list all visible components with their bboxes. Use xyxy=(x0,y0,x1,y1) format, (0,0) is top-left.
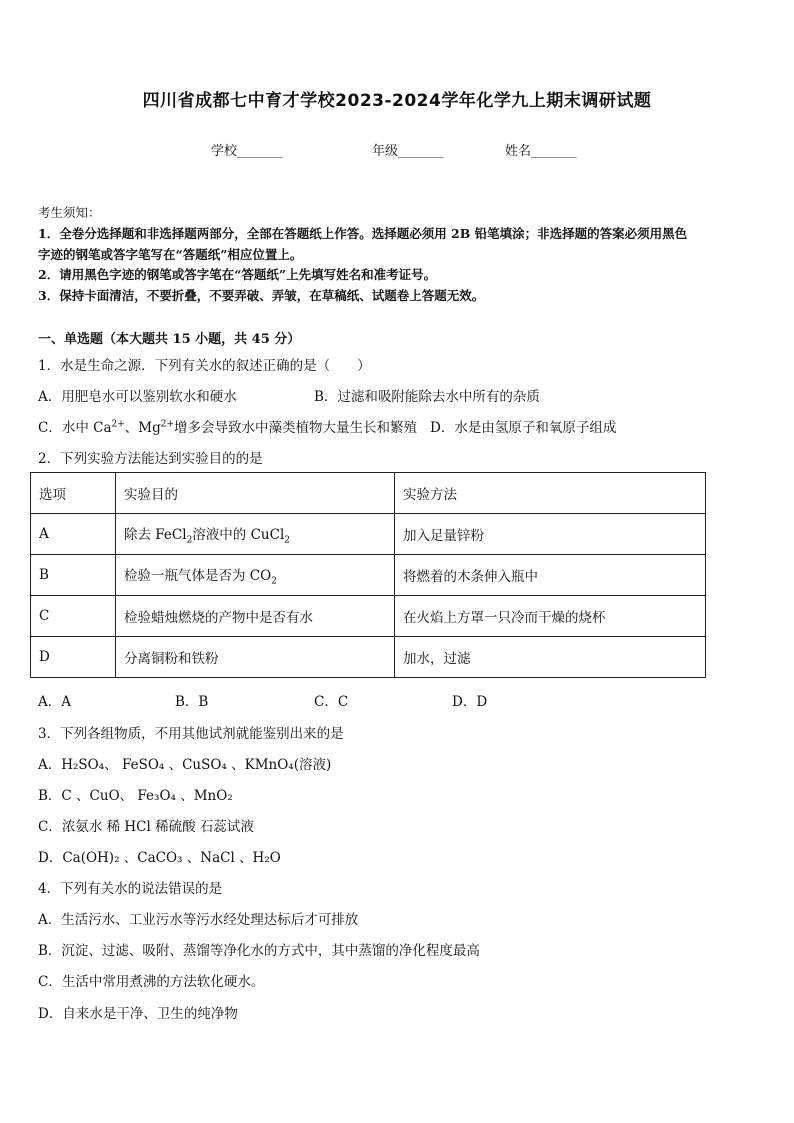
q3-stem: 3．下列各组物质，不用其他试剂就能鉴别出来的是 xyxy=(38,726,344,742)
notice-item-1: 1．全卷分选择题和非选择题两部分，全部在答题纸上作答。选择题必须用 2B 铅笔填涂；非选择题的答案必须用黑色 xyxy=(38,226,688,241)
school-field[interactable]: 学校_______ xyxy=(211,144,283,159)
row-method: 加水，过滤 xyxy=(395,637,706,678)
q1-stem: 1．水是生命之源．下列有关水的叙述正确的是（ ） xyxy=(38,358,371,374)
q4-option-b: B．沉淀、过滤、吸附、蒸馏等净化水的方式中，其中蒸馏的净化程度最高 xyxy=(38,943,480,959)
notice-heading: 考生须知： xyxy=(38,205,101,220)
q4-option-a: A．生活污水、工业污水等污水经处理达标后才可排放 xyxy=(38,912,359,928)
table-row xyxy=(31,637,706,678)
q4-stem: 4．下列有关水的说法错误的是 xyxy=(38,881,223,897)
name-field[interactable]: 姓名_______ xyxy=(505,144,577,159)
row-option: A xyxy=(31,514,116,555)
table-row xyxy=(31,555,706,596)
row-aim: 除去 FeCl$_2$溶液中的 CuCl$_2$ xyxy=(116,514,395,555)
q2-option-c: C．C xyxy=(314,694,349,710)
q2-option-b: B．B xyxy=(175,694,209,710)
table-header-row xyxy=(31,473,706,514)
row-aim: 分离铜粉和铁粉 xyxy=(116,637,395,678)
q3-option-a: A．H₂SO₄、 FeSO₄ 、CuSO₄ 、KMnO₄(溶液) xyxy=(38,757,332,773)
table-row xyxy=(31,514,706,555)
q2-table xyxy=(30,472,706,678)
grade-field[interactable]: 年级_______ xyxy=(372,144,444,159)
row-method: 在火焰上方罩一只冷而干燥的烧杯 xyxy=(395,596,706,637)
row-aim: 检验蜡烛燃烧的产物中是否有水 xyxy=(116,596,395,637)
table-row xyxy=(31,596,706,637)
row-aim: 检验一瓶气体是否为 $CO_2$ xyxy=(116,555,395,596)
row-method: 加入足量锌粉 xyxy=(395,514,706,555)
q2-option-d: D．D xyxy=(452,694,488,710)
notice-item-1-cont: 字迹的钢笔或答字笔写在“答题纸”相应位置上。 xyxy=(38,247,303,262)
notice-item-2: 2．请用黑色字迹的钢笔或答字笔在“答题纸”上先填写姓名和准考证号。 xyxy=(38,267,437,282)
q3-option-c: C．浓氨水 稀 HCl 稀硫酸 石蕊试液 xyxy=(38,819,254,835)
q2-option-a: A．A xyxy=(38,694,71,710)
row-option: D xyxy=(31,637,116,678)
q4-option-d: D．自来水是干净、卫生的纯净物 xyxy=(38,1006,238,1022)
row-method: 将燃着的木条伸入瓶中 xyxy=(395,555,706,596)
q2-stem: 2．下列实验方法能达到实验目的的是 xyxy=(38,451,263,467)
q1-option-b: B．过滤和吸附能除去水中所有的杂质 xyxy=(314,389,540,405)
header-aim: 实验目的 xyxy=(116,473,395,514)
q3-option-b: B．C 、CuO、 Fe₃O₄ 、MnO₂ xyxy=(38,788,233,804)
page-title: 四川省成都七中育才学校2023-2024学年化学九上期末调研试题 xyxy=(142,91,652,111)
q4-option-c: C．生活中常用煮沸的方法软化硬水。 xyxy=(38,974,265,990)
header-method: 实验方法 xyxy=(395,473,706,514)
q3-option-d: D．Ca(OH)₂ 、CaCO₃ 、NaCl 、H₂O xyxy=(38,850,281,866)
q1-option-a: A．用肥皂水可以鉴别软水和硬水 xyxy=(38,389,237,405)
q1-option-c: C．水中 $Ca^{2+}$、$Mg^{2+}$增多会导致水中藻类植物大量生长和繁殖 xyxy=(38,419,418,436)
header-option: 选项 xyxy=(31,473,116,514)
row-option: C xyxy=(31,596,116,637)
section-heading: 一、单选题（本大题共 15 小题，共 45 分） xyxy=(38,332,301,347)
row-option: B xyxy=(31,555,116,596)
notice-item-3: 3．保持卡面清洁，不要折叠，不要弄破、弄皱，在草稿纸、试题卷上答题无效。 xyxy=(38,288,485,303)
q1-option-d: D．水是由氢原子和氧原子组成 xyxy=(430,420,617,436)
